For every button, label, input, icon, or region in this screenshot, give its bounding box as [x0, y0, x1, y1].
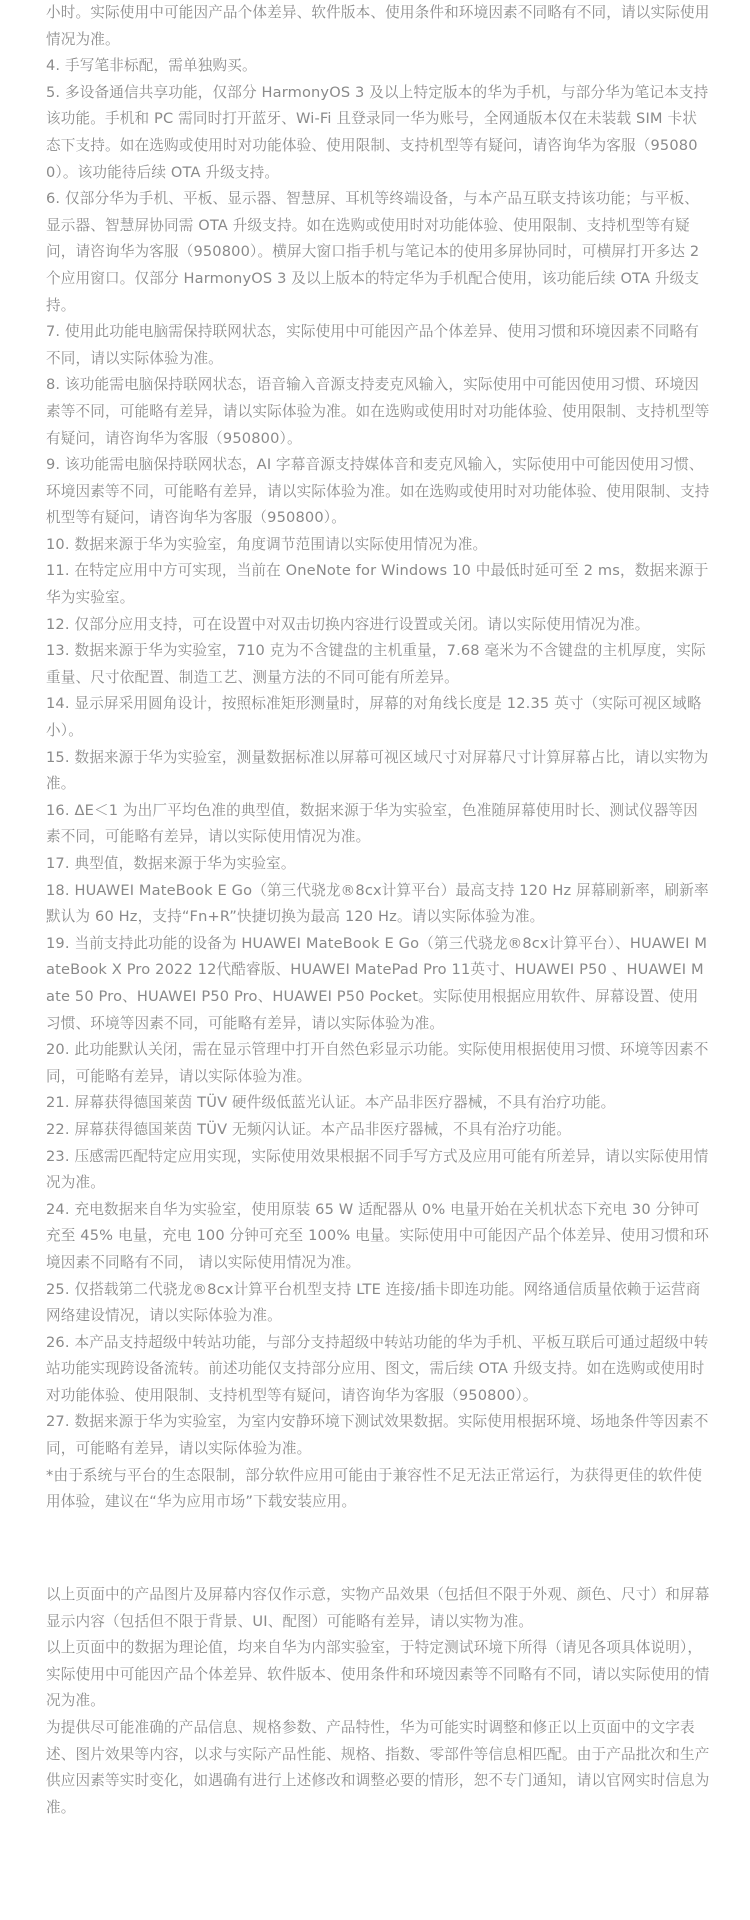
footnote-item: 13. 数据来源于华为实验室，710 克为不含键盘的主机重量，7.68 毫米为不含键盘的主机厚度，实际重量、尺寸依配置、制造工艺、测量方法的不同可能有所差异。 [46, 642, 706, 686]
footnote-item: 6. 仅部分华为手机、平板、显示器、智慧屏、耳机等终端设备，与本产品互联支持该功能；与平板、显示器、智慧屏协同需 OTA 升级支持。如在选购或使用时对功能体验、使用限制、支持机型等有疑问，请咨询华为客服（950800）。横屏大窗口指手机与笔记本的使用多屏协同时，可横屏打开多达 2 个应用窗口。仅部分 HarmonyOS 3 及以上版本的特定华为手机配合使用，该功能后续 OTA 升级支持。 [46, 190, 700, 314]
disclaimer-paragraph: 以上页面中的产品图片及屏幕内容仅作示意，实物产品效果（包括但不限于外观、颜色、尺寸）和屏幕显示内容（包括但不限于背景、UI、配图）可能略有差异，请以实物为准。 [46, 1586, 710, 1630]
footnote-item: 20. 此功能默认关闭，需在显示管理中打开自然色彩显示功能。实际使用根据使用习惯、环境等因素不同，可能略有差异，请以实际体验为准。 [46, 1041, 709, 1085]
footnote-item: 5. 多设备通信共享功能，仅部分 HarmonyOS 3 及以上特定版本的华为手机，与部分华为笔记本支持该功能。手机和 PC 需同时打开蓝牙、Wi-Fi 且登录同一华为账号，全网通版本仅在未装载 SIM 卡状态下支持。如在选购或使用时对功能体验、使用限制、支持机型等有疑问，请咨询华为客服（950800）。该功能待后续 OTA 升级支持。 [46, 83, 709, 181]
footnote-item: 23. 压感需匹配特定应用实现，实际使用效果根据不同手写方式及应用可能有所差异，请以实际使用情况为准。 [46, 1147, 709, 1192]
footnote-item: 14. 显示屏采用圆角设计，按照标准矩形测量时，屏幕的对角线长度是 12.35 英寸（实际可视区域略小）。 [46, 695, 702, 740]
footnote-item: 21. 屏幕获得德国莱茵 TÜV 硬件级低蓝光认证。本产品非医疗器械，不具有治疗功能。 [46, 1094, 616, 1112]
footnote-item: 19. 当前支持此功能的设备为 HUAWEI MateBook E Go（第三代骁龙®8cx计算平台）、HUAWEI MateBook X Pro 2022 12代酷睿版、HUAWEI MatePad Pro 11英寸、HUAWEI P50 、HUAWEI Mate 50 Pro、HUAWEI P50 Pro、HUAWEI P50 Pocket。实际使用根据应用软件、屏幕设置、使用习惯、环境等因素不同，可能略有差异，请以实际体验为准。 [46, 934, 708, 1032]
footnote-item: 17. 典型值，数据来源于华为实验室。 [46, 855, 296, 872]
disclaimer-paragraph: 为提供尽可能准确的产品信息、规格参数、产品特性，华为可能实时调整和修正以上页面中的文字表述、图片效果等内容，以求与实际产品性能、规格、指数、零部件等信息相匹配。由于产品批次和生产供应因素等实时变化，如遇确有进行上述修改和调整必要的情形，恕不专门通知，请以官网实时信息为准。 [46, 1718, 710, 1816]
footnote-item: 26. 本产品支持超级中转站功能，与部分支持超级中转站功能的华为手机、平板互联后可通过超级中转站功能实现跨设备流转。前述功能仅支持部分应用、图文，需后续 OTA 升级支持。如在选购或使用时对功能体验、使用限制、支持机型等有疑问，请咨询华为客服（950800）。 [46, 1333, 709, 1404]
footnote-item: 8. 该功能需电脑保持联网状态，语音输入音源支持麦克风输入，实际使用中可能因使用习惯、环境因素等不同，可能略有差异，请以实际体验为准。如在选购或使用时对功能体验、使用限制、支持机型等有疑问，请咨询华为客服（950800）。 [46, 376, 710, 447]
footnote-item: 小时。实际使用中可能因产品个体差异、软件版本、使用条件和环境因素不同略有不同，请以实际使用情况为准。 [46, 4, 710, 48]
footnote-item: 15. 数据来源于华为实验室，测量数据标准以屏幕可视区域尺寸对屏幕尺寸计算屏幕占比，请以实物为准。 [46, 748, 709, 793]
footnote-item: 16. ΔE＜1 为出厂平均色准的典型值，数据来源于华为实验室，色准随屏幕使用时长、测试仪器等因素不同，可能略有差异，请以实际使用情况为准。 [46, 801, 698, 846]
footnotes-section [46, 0, 710, 1516]
disclaimer-paragraph: 以上页面中的数据为理论值，均来自华为内部实验室，于特定测试环境下所得（请见各项具体说明），实际使用中可能因产品个体差异、软件版本、使用条件和环境因素等不同略有不同，请以实际使用的情况为准。 [46, 1639, 710, 1710]
footnote-item: 10. 数据来源于华为实验室，角度调节范围请以实际使用情况为准。 [46, 535, 488, 553]
footnote-item: 12. 仅部分应用支持，可在设置中对双击切换内容进行设置或关闭。请以实际使用情况为准。 [46, 615, 650, 633]
footnote-item: 9. 该功能需电脑保持联网状态，AI 字幕音源支持媒体音和麦克风输入，实际使用中可能因使用习惯、环境因素等不同，可能略有差异，请以实际体验为准。如在选购或使用时对功能体验、使用限制、支持机型等有疑问，请咨询华为客服（950800）。 [46, 456, 710, 527]
footnote-item: 24. 充电数据来自华为实验室，使用原装 65 W 适配器从 0% 电量开始在关机状态下充电 30 分钟可充至 45% 电量，充电 100 分钟可充至 100% 电量。实际使用中可能因产品个体差异、使用习惯和环境因素不同略有不同， 请以实际使用情况为准。 [46, 1200, 710, 1271]
footnote-item: 7. 使用此功能电脑需保持联网状态，实际使用中可能因产品个体差异、使用习惯和环境因素不同略有不同，请以实际体验为准。 [46, 323, 699, 367]
footnote-item: 25. 仅搭载第二代骁龙®8cx计算平台机型支持 LTE 连接/插卡即连功能。网络通信质量依赖于运营商网络建设情况，请以实际体验为准。 [46, 1280, 701, 1325]
disclaimer-section [46, 1582, 710, 1821]
footnote-item: 11. 在特定应用中方可实现，当前在 OneNote for Windows 10 中最低时延可至 2 ms，数据来源于华为实验室。 [46, 562, 709, 607]
footnote-item: *由于系统与平台的生态限制，部分软件应用可能由于兼容性不足无法正常运行，为获得更佳的软件使用体验，建议在“华为应用市场”下载安装应用。 [46, 1466, 703, 1511]
footnote-item: 4. 手写笔非标配，需单独购买。 [46, 57, 257, 75]
footnote-item: 18. HUAWEI MateBook E Go（第三代骁龙®8cx计算平台）最高支持 120 Hz 屏幕刷新率，刷新率默认为 60 Hz，支持“Fn+R”快捷切换为最高 120 Hz。请以实际体验为准。 [46, 881, 709, 926]
footnote-item: 27. 数据来源于华为实验室，为室内安静环境下测试效果数据。实际使用根据环境、场地条件等因素不同，可能略有差异，请以实际体验为准。 [46, 1413, 709, 1458]
footnote-item: 22. 屏幕获得德国莱茵 TÜV 无频闪认证。本产品非医疗器械，不具有治疗功能。 [46, 1120, 572, 1138]
